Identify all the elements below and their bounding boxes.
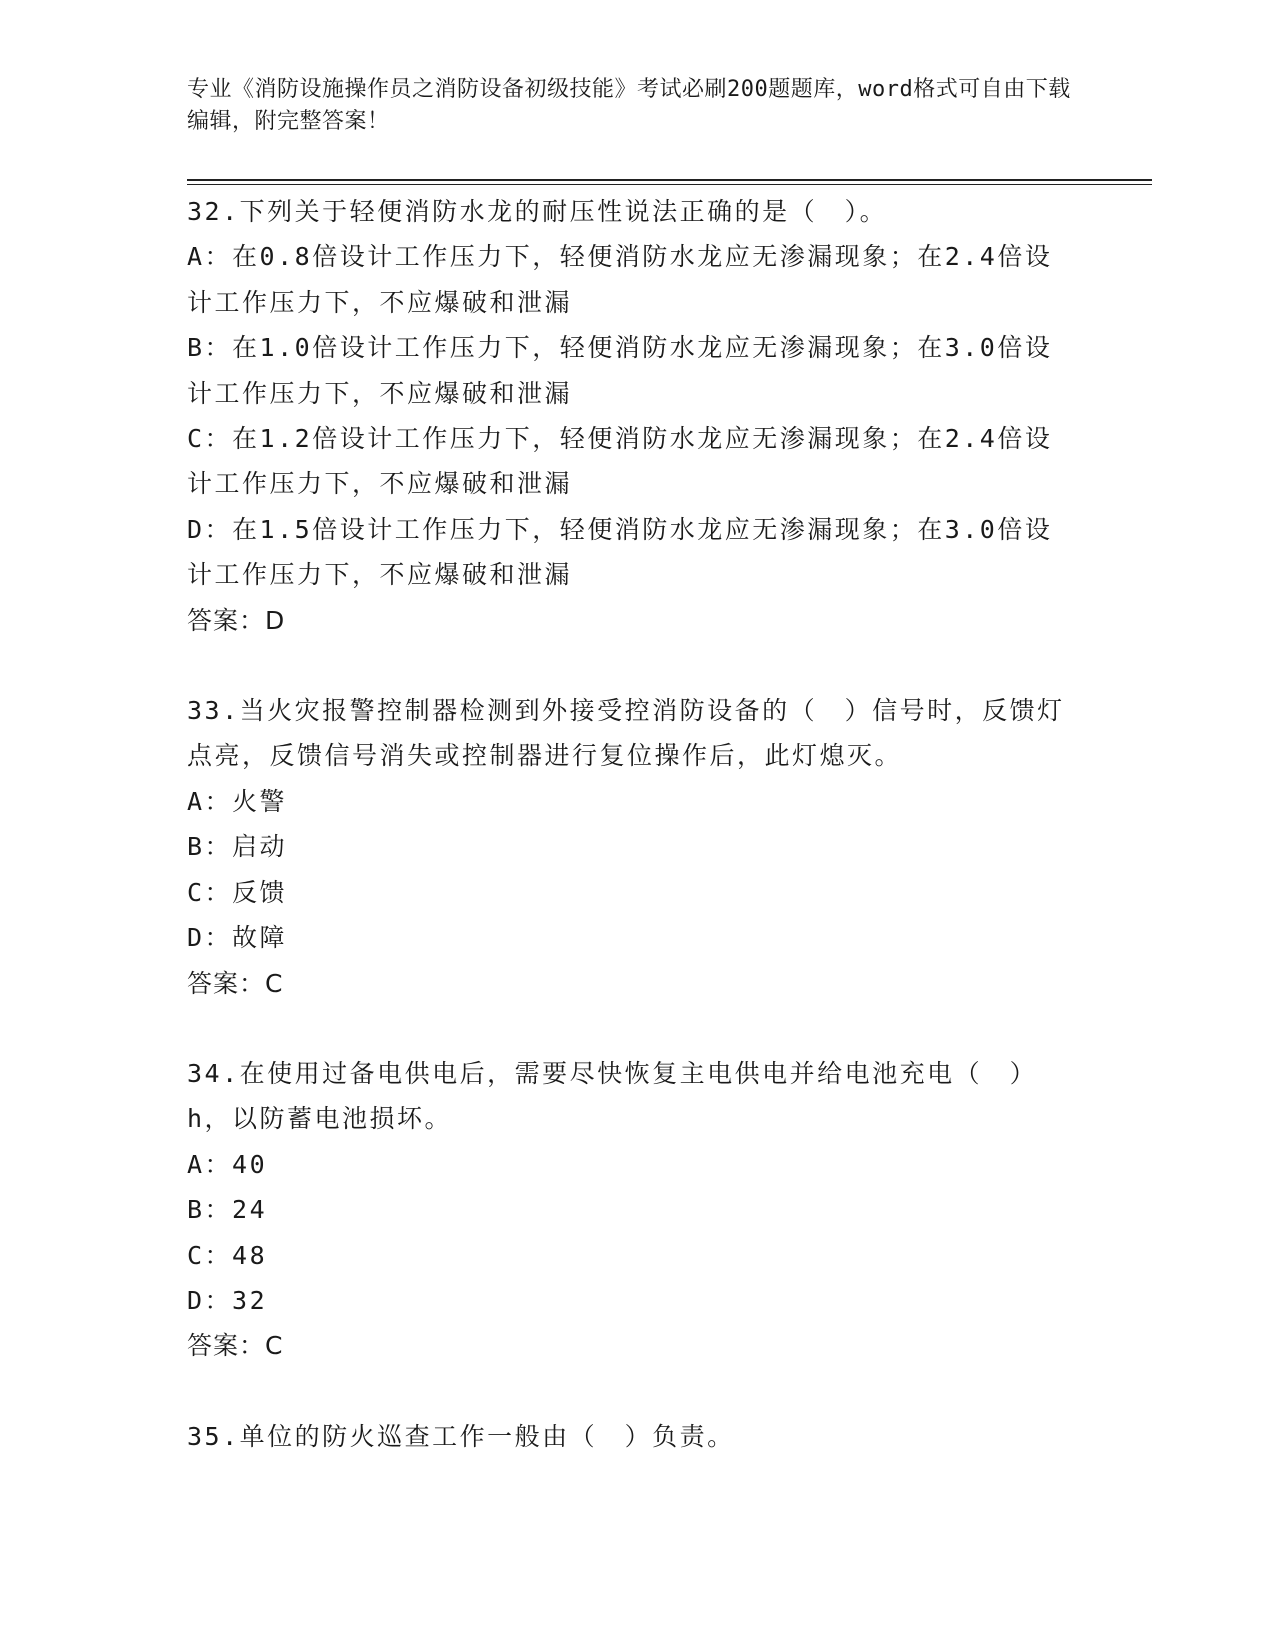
option-a: A：40 (187, 1149, 268, 1179)
question-item (187, 1414, 1067, 1459)
option-c: C：在1.2倍设计工作压力下，轻便消防水龙应无渗漏现象；在2.4倍设计工作压力下，不应爆破和泄漏 (187, 424, 1053, 499)
option-b: B：24 (187, 1195, 268, 1225)
document-title: 专业《消防设施操作员之消防设备初级技能》考试必刷200题题库，word格式可自由下载编辑，附完整答案！ (187, 77, 1071, 134)
option-c: C：48 (187, 1240, 268, 1270)
option-d: D：故障 (187, 923, 288, 953)
question-stem: 33.当火灾报警控制器检测到外接受控消防设备的（ ）信号时，反馈灯点亮，反馈信号消失或控制器进行复位操作后，此灯熄灭。 (187, 696, 1065, 771)
option-a: A：在0.8倍设计工作压力下，轻便消防水龙应无渗漏现象；在2.4倍设计工作压力下，不应爆破和泄漏 (187, 242, 1053, 317)
answer-line: 答案：C (187, 968, 284, 998)
answer-line: 答案：D (187, 605, 286, 635)
question-stem: 34.在使用过备电供电后，需要尽快恢复主电供电并给电池充电（ ）h，以防蓄电池损坏。 (187, 1058, 1038, 1134)
question-item (187, 688, 1067, 1006)
question-item (187, 189, 1067, 643)
option-d: D：在1.5倍设计工作压力下，轻便消防水龙应无渗漏现象；在3.0倍设计工作压力下，不应爆破和泄漏 (187, 514, 1053, 590)
header-divider-thick (187, 179, 1152, 181)
answer-line: 答案：C (187, 1331, 284, 1361)
option-c: C：反馈 (187, 877, 288, 907)
question-stem: 32.下列关于轻便消防水龙的耐压性说法正确的是（ ）。 (187, 197, 888, 226)
option-b: B：启动 (187, 832, 288, 862)
option-d: D：32 (187, 1285, 268, 1315)
option-a: A：火警 (187, 786, 288, 816)
question-list (187, 189, 1067, 1459)
question-stem: 35.单位的防火巡查工作一般由（ ）负责。 (187, 1421, 735, 1451)
question-item (187, 1051, 1067, 1369)
option-b: B：在1.0倍设计工作压力下，轻便消防水龙应无渗漏现象；在3.0倍设计工作压力下，不应爆破和泄漏 (187, 333, 1053, 408)
header-divider-thin (187, 184, 1152, 185)
